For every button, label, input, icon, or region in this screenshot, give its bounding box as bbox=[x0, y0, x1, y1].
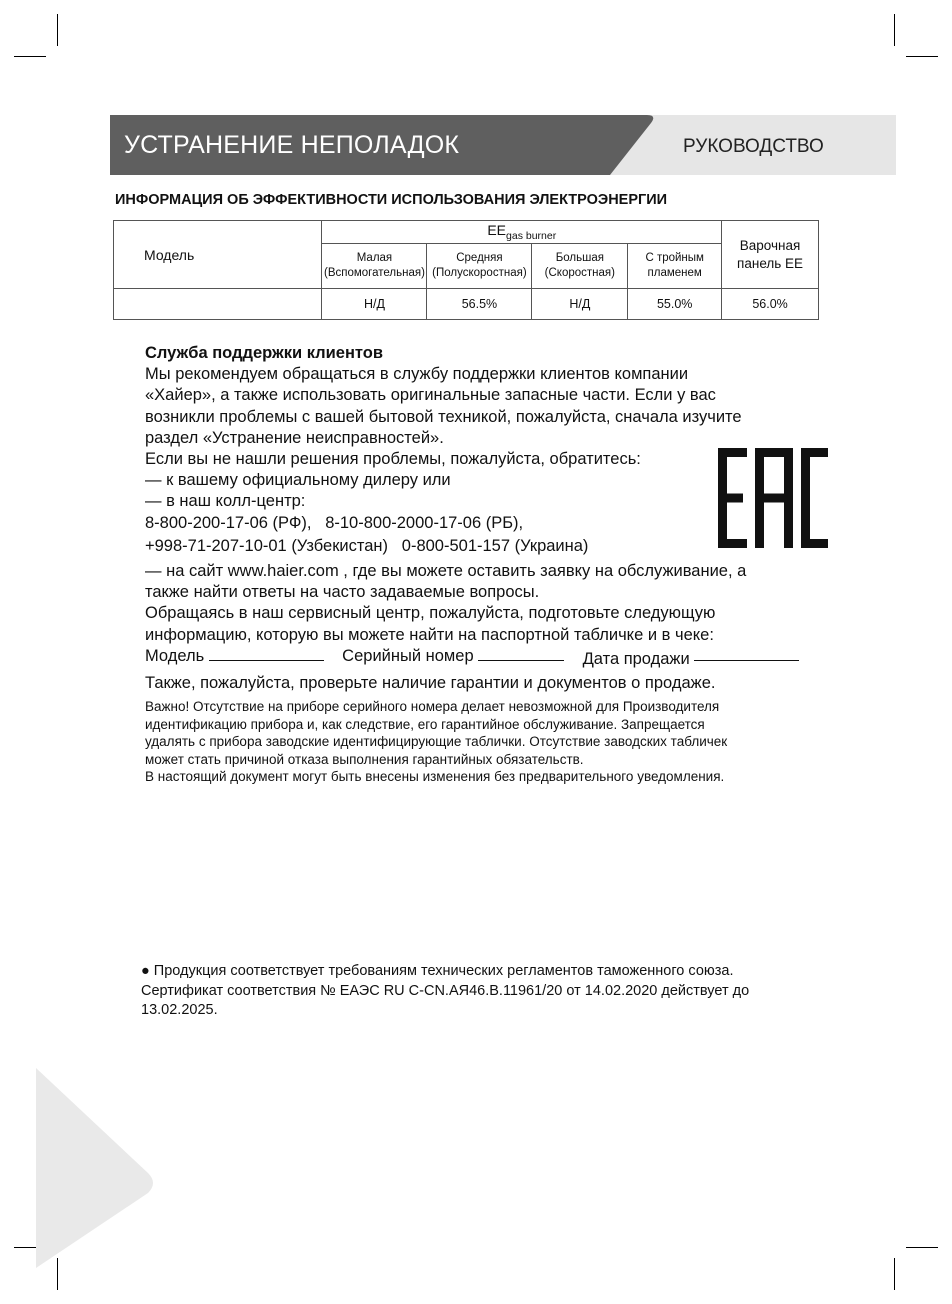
value-cell: 55.0% bbox=[628, 289, 722, 320]
form-fields-line bbox=[145, 646, 835, 667]
form-model-label: Модель bbox=[145, 646, 205, 665]
form-serial-label: Серийный номер bbox=[342, 646, 474, 665]
warranty-line: Также, пожалуйста, проверьте наличие гарантии и документов о продаже. bbox=[145, 674, 716, 693]
eac-mark bbox=[718, 448, 828, 548]
col-header-medium: Средняя (Полускоростная) bbox=[427, 244, 532, 289]
col-header-small: Малая (Вспомогательная) bbox=[322, 244, 427, 289]
fine-line: Важно! Отсутствие на приборе серийного номера делает невозможной для Производителя bbox=[145, 699, 720, 714]
phone-line: 8-800-200-17-06 (РФ), 8-10-800-2000-17-06 (РБ), bbox=[145, 513, 524, 532]
support-line: — к вашему официальному дилеру или bbox=[145, 471, 451, 490]
support-line: «Хайер», а также использовать оригинальные запасные части. Если у вас bbox=[145, 386, 716, 405]
date-blank bbox=[694, 646, 799, 661]
page-subtitle: РУКОВОДСТВО bbox=[683, 136, 824, 157]
certificate-line: 13.02.2025. bbox=[141, 1002, 218, 1018]
crop-mark bbox=[14, 56, 46, 57]
row-model-cell bbox=[114, 289, 322, 320]
phone-line: +998-71-207-10-01 (Узбекистан) 0-800-501-157 (Украина) bbox=[145, 536, 589, 555]
fine-line: может стать причиной отказа выполнения гарантийных обязательств. bbox=[145, 751, 584, 767]
value-cell: 56.5% bbox=[427, 289, 532, 320]
support-line: информацию, которую вы можете найти на паспортной табличке и в чеке: bbox=[145, 625, 714, 644]
page-title: УСТРАНЕНИЕ НЕПОЛАДОК bbox=[124, 131, 460, 159]
crop-mark bbox=[57, 14, 58, 46]
support-line: Мы рекомендуем обращаться в службу поддержки клиентов компании bbox=[145, 365, 689, 384]
crop-mark bbox=[894, 14, 895, 46]
support-line: — в наш колл-центр: bbox=[145, 492, 306, 511]
value-cell: Н/Д bbox=[532, 289, 628, 320]
col-header-large: Большая (Скоростная) bbox=[532, 244, 628, 289]
support-line: — на сайт www.haier.com , где вы можете оставить заявку на обслуживание, а bbox=[145, 562, 747, 581]
support-line: также найти ответы на часто задаваемые вопросы. bbox=[145, 583, 540, 602]
certificate-line: Сертификат соответствия № ЕАЭС RU C-CN.АЯ46.В.11961/20 от 14.02.2020 действует до bbox=[141, 982, 750, 999]
crop-mark bbox=[906, 56, 938, 57]
serial-blank bbox=[478, 646, 564, 661]
panel-value-cell: 56.0% bbox=[722, 289, 819, 320]
form-date-label: Дата продажи bbox=[582, 649, 690, 668]
support-line: Обращаясь в наш сервисный центр, пожалуйста, подготовьте следующую bbox=[145, 604, 716, 623]
model-blank bbox=[209, 646, 324, 661]
fine-line: В настоящий документ могут быть внесены изменения без предварительного уведомления. bbox=[145, 769, 725, 784]
support-line: возникли проблемы с вашей бытовой техникой, пожалуйста, сначала изучите bbox=[145, 407, 742, 426]
support-line: Если вы не нашли решения проблемы, пожалуйста, обратитесь: bbox=[145, 450, 641, 469]
certificate-line: ● Продукция соответствует требованиям технических регламентов таможенного союза. bbox=[141, 963, 734, 979]
section-heading: ИНФОРМАЦИЯ ОБ ЭФФЕКТИВНОСТИ ИСПОЛЬЗОВАНИЯ ЭЛЕКТРОЭНЕРГИИ bbox=[115, 192, 668, 208]
certificate-note bbox=[141, 962, 831, 1021]
fine-line: идентификацию прибора и, как следствие, его гарантийное обслуживание. Запрещается bbox=[145, 716, 705, 732]
value-cell: Н/Д bbox=[322, 289, 427, 320]
crop-mark bbox=[894, 1258, 895, 1290]
crop-mark bbox=[906, 1247, 938, 1248]
model-header: Модель bbox=[114, 221, 322, 289]
corner-decoration bbox=[36, 1068, 156, 1268]
fine-line: удалять с прибора заводские идентифицирующие таблички. Отсутствие заводских табличек bbox=[145, 734, 728, 749]
ee-group-header: $EE_{gas burner}$ bbox=[322, 221, 722, 244]
fine-print bbox=[145, 698, 835, 786]
panel-header: Варочная панель EE bbox=[722, 221, 819, 289]
support-line: раздел «Устранение неисправностей». bbox=[145, 428, 444, 447]
col-header-triple: С тройным пламенем bbox=[628, 244, 722, 289]
support-heading: Служба поддержки клиентов bbox=[145, 344, 384, 362]
efficiency-table bbox=[113, 220, 819, 320]
